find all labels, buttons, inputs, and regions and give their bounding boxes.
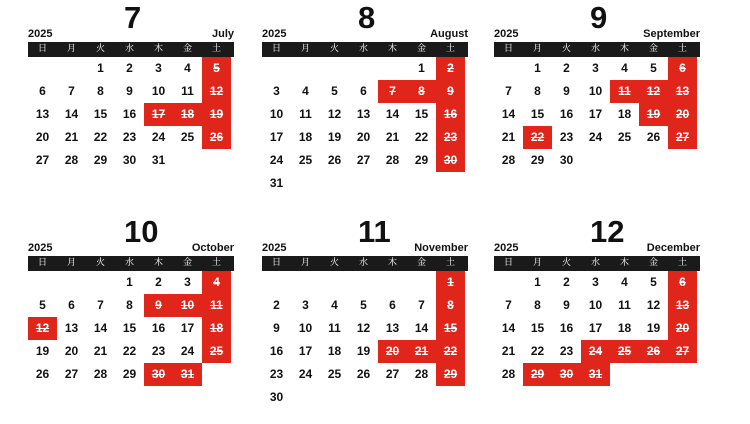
holiday-day-cell: 13 xyxy=(668,294,697,317)
day-cell: 11 xyxy=(328,321,341,335)
holiday-day-cell: 27 xyxy=(668,126,697,149)
weekday-header xyxy=(494,42,700,57)
day-cell: 3 xyxy=(273,84,280,98)
day-cell: 14 xyxy=(501,321,516,335)
day-cell: 2 xyxy=(126,61,133,75)
day-cell: 16 xyxy=(269,344,284,358)
empty-cell xyxy=(86,271,115,294)
day-cell: 10 xyxy=(298,321,313,335)
day-cell: 18 xyxy=(617,107,632,121)
holiday-day-cell: 9 xyxy=(144,294,173,317)
day-cell: 8 xyxy=(534,298,541,312)
month-name: July xyxy=(211,28,234,40)
holiday-day-cell: 8 xyxy=(436,294,465,317)
day-cell: 4 xyxy=(621,275,628,289)
month-header xyxy=(262,214,468,254)
day-cell: 12 xyxy=(356,321,371,335)
weekday-label: 土 xyxy=(445,258,455,268)
weekday-label: 金 xyxy=(182,44,192,54)
day-cell: 24 xyxy=(180,344,195,358)
day-cell: 26 xyxy=(646,130,661,144)
day-cell: 3 xyxy=(155,61,162,75)
empty-cell xyxy=(349,271,378,294)
holiday-day-cell: 22 xyxy=(523,126,552,149)
day-cell: 20 xyxy=(64,344,79,358)
day-cell: 30 xyxy=(559,153,574,167)
weekday-label: 火 xyxy=(561,44,571,54)
day-cell: 9 xyxy=(273,321,280,335)
day-cell: 22 xyxy=(530,344,545,358)
holiday-day-cell: 17 xyxy=(144,103,173,126)
month-number: 8 xyxy=(358,0,376,35)
day-cell: 24 xyxy=(298,367,313,381)
empty-cell xyxy=(494,57,523,80)
day-cell: 30 xyxy=(122,153,137,167)
day-cell: 17 xyxy=(298,344,313,358)
month-name: August xyxy=(430,28,468,40)
empty-cell xyxy=(320,271,349,294)
day-cell: 24 xyxy=(151,130,166,144)
day-cell: 5 xyxy=(650,61,657,75)
holiday-day-cell: 20 xyxy=(668,317,697,340)
weekday-label: 金 xyxy=(416,44,426,54)
empty-cell xyxy=(349,57,378,80)
empty-cell xyxy=(262,271,291,294)
day-cell: 17 xyxy=(588,321,603,335)
weekday-label: 火 xyxy=(329,44,339,54)
day-cell: 14 xyxy=(93,321,108,335)
day-cell: 4 xyxy=(184,61,191,75)
empty-cell xyxy=(378,57,407,80)
holiday-day-cell: 24 xyxy=(581,340,610,363)
holiday-day-cell: 15 xyxy=(436,317,465,340)
day-grid xyxy=(28,271,234,386)
weekday-label: 木 xyxy=(619,258,629,268)
day-cell: 16 xyxy=(151,321,166,335)
day-cell: 13 xyxy=(356,107,371,121)
holiday-day-cell: 13 xyxy=(668,80,697,103)
holiday-day-cell: 30 xyxy=(552,363,581,386)
day-cell: 4 xyxy=(621,61,628,75)
day-cell: 18 xyxy=(617,321,632,335)
weekday-label: 土 xyxy=(677,44,687,54)
month-header xyxy=(494,0,700,40)
weekday-label: 火 xyxy=(329,258,339,268)
day-cell: 12 xyxy=(646,298,661,312)
day-cell: 30 xyxy=(269,390,284,404)
day-cell: 1 xyxy=(97,61,104,75)
day-cell: 21 xyxy=(385,130,400,144)
holiday-day-cell: 31 xyxy=(173,363,202,386)
day-cell: 3 xyxy=(592,61,599,75)
day-cell: 19 xyxy=(327,130,342,144)
day-cell: 8 xyxy=(534,84,541,98)
month-calendar-11 xyxy=(262,214,468,409)
day-cell: 3 xyxy=(302,298,309,312)
day-cell: 1 xyxy=(418,61,425,75)
day-cell: 15 xyxy=(122,321,137,335)
year-label: 2025 xyxy=(28,242,53,254)
weekday-label: 日 xyxy=(37,258,47,268)
year-label: 2025 xyxy=(262,28,287,40)
day-cell: 23 xyxy=(559,130,574,144)
weekday-header xyxy=(494,256,700,271)
day-cell: 29 xyxy=(530,153,545,167)
holiday-day-cell: 12 xyxy=(202,80,231,103)
day-cell: 7 xyxy=(68,84,75,98)
holiday-day-cell: 4 xyxy=(202,271,231,294)
day-cell: 21 xyxy=(501,344,516,358)
holiday-day-cell: 21 xyxy=(407,340,436,363)
weekday-header xyxy=(28,256,234,271)
holiday-day-cell: 27 xyxy=(668,340,697,363)
month-calendar-7 xyxy=(28,0,234,172)
weekday-label: 木 xyxy=(619,44,629,54)
month-header xyxy=(494,214,700,254)
day-cell: 27 xyxy=(64,367,79,381)
day-cell: 13 xyxy=(64,321,79,335)
day-cell: 13 xyxy=(385,321,400,335)
day-grid xyxy=(494,271,700,386)
empty-cell xyxy=(320,57,349,80)
day-cell: 3 xyxy=(184,275,191,289)
weekday-label: 木 xyxy=(153,258,163,268)
weekday-label: 土 xyxy=(677,258,687,268)
holiday-day-cell: 2 xyxy=(436,57,465,80)
day-cell: 21 xyxy=(93,344,108,358)
day-cell: 5 xyxy=(360,298,367,312)
holiday-day-cell: 30 xyxy=(144,363,173,386)
holiday-day-cell: 9 xyxy=(436,80,465,103)
holiday-day-cell: 19 xyxy=(639,103,668,126)
weekday-label: 土 xyxy=(211,258,221,268)
month-header xyxy=(28,0,234,40)
holiday-day-cell: 11 xyxy=(610,80,639,103)
day-cell: 16 xyxy=(559,321,574,335)
day-grid xyxy=(28,57,234,172)
day-cell: 14 xyxy=(64,107,79,121)
holiday-day-cell: 29 xyxy=(523,363,552,386)
month-name: December xyxy=(646,242,700,254)
month-name: October xyxy=(191,242,234,254)
day-cell: 18 xyxy=(298,130,313,144)
month-number: 12 xyxy=(590,214,625,249)
day-cell: 28 xyxy=(64,153,79,167)
day-cell: 24 xyxy=(269,153,284,167)
day-cell: 7 xyxy=(505,298,512,312)
day-cell: 9 xyxy=(563,298,570,312)
day-cell: 28 xyxy=(414,367,429,381)
day-cell: 9 xyxy=(126,84,133,98)
day-cell: 28 xyxy=(93,367,108,381)
day-cell: 23 xyxy=(122,130,137,144)
day-cell: 28 xyxy=(501,367,516,381)
weekday-label: 火 xyxy=(95,258,105,268)
day-grid xyxy=(262,271,468,409)
empty-cell xyxy=(28,271,57,294)
day-cell: 28 xyxy=(385,153,400,167)
day-cell: 12 xyxy=(327,107,342,121)
day-cell: 26 xyxy=(356,367,371,381)
holiday-day-cell: 29 xyxy=(436,363,465,386)
day-cell: 1 xyxy=(534,61,541,75)
weekday-label: 水 xyxy=(358,44,368,54)
holiday-day-cell: 22 xyxy=(436,340,465,363)
weekday-label: 火 xyxy=(561,258,571,268)
holiday-day-cell: 26 xyxy=(202,126,231,149)
year-label: 2025 xyxy=(494,28,519,40)
weekday-label: 水 xyxy=(124,258,134,268)
day-cell: 22 xyxy=(414,130,429,144)
holiday-day-cell: 7 xyxy=(378,80,407,103)
day-cell: 11 xyxy=(181,84,194,98)
empty-cell xyxy=(494,271,523,294)
day-cell: 29 xyxy=(122,367,137,381)
weekday-label: 金 xyxy=(648,44,658,54)
weekday-label: 木 xyxy=(387,258,397,268)
weekday-label: 木 xyxy=(153,44,163,54)
weekday-label: 月 xyxy=(532,44,542,54)
day-cell: 10 xyxy=(588,84,603,98)
day-cell: 11 xyxy=(299,107,312,121)
day-cell: 6 xyxy=(39,84,46,98)
month-calendar-8 xyxy=(262,0,468,195)
month-calendar-9 xyxy=(494,0,700,172)
weekday-label: 土 xyxy=(445,44,455,54)
day-cell: 27 xyxy=(385,367,400,381)
holiday-day-cell: 18 xyxy=(173,103,202,126)
day-cell: 25 xyxy=(180,130,195,144)
weekday-label: 月 xyxy=(66,258,76,268)
day-cell: 2 xyxy=(155,275,162,289)
day-cell: 6 xyxy=(68,298,75,312)
holiday-day-cell: 10 xyxy=(173,294,202,317)
weekday-header xyxy=(28,42,234,57)
day-cell: 22 xyxy=(93,130,108,144)
day-cell: 10 xyxy=(588,298,603,312)
day-cell: 2 xyxy=(273,298,280,312)
day-cell: 2 xyxy=(563,275,570,289)
day-cell: 14 xyxy=(501,107,516,121)
holiday-day-cell: 12 xyxy=(28,317,57,340)
weekday-label: 月 xyxy=(300,258,310,268)
day-cell: 10 xyxy=(269,107,284,121)
empty-cell xyxy=(378,271,407,294)
day-cell: 10 xyxy=(151,84,166,98)
day-cell: 5 xyxy=(39,298,46,312)
day-cell: 26 xyxy=(35,367,50,381)
day-cell: 25 xyxy=(327,367,342,381)
empty-cell xyxy=(28,57,57,80)
day-cell: 11 xyxy=(618,298,631,312)
weekday-label: 日 xyxy=(271,258,281,268)
holiday-day-cell: 20 xyxy=(378,340,407,363)
day-cell: 23 xyxy=(269,367,284,381)
day-cell: 21 xyxy=(64,130,79,144)
weekday-header xyxy=(262,256,468,271)
weekday-label: 日 xyxy=(37,44,47,54)
weekday-label: 金 xyxy=(648,258,658,268)
holiday-day-cell: 31 xyxy=(581,363,610,386)
holiday-day-cell: 20 xyxy=(668,103,697,126)
day-cell: 14 xyxy=(414,321,429,335)
day-cell: 1 xyxy=(534,275,541,289)
weekday-label: 水 xyxy=(358,258,368,268)
empty-cell xyxy=(57,271,86,294)
weekday-label: 土 xyxy=(211,44,221,54)
weekday-label: 日 xyxy=(503,258,513,268)
month-header xyxy=(262,0,468,40)
holiday-day-cell: 25 xyxy=(610,340,639,363)
day-cell: 21 xyxy=(501,130,516,144)
day-cell: 23 xyxy=(559,344,574,358)
holiday-day-cell: 26 xyxy=(639,340,668,363)
day-cell: 3 xyxy=(592,275,599,289)
day-cell: 19 xyxy=(356,344,371,358)
day-cell: 25 xyxy=(298,153,313,167)
weekday-label: 月 xyxy=(66,44,76,54)
day-cell: 31 xyxy=(269,176,284,190)
day-cell: 27 xyxy=(35,153,50,167)
month-number: 10 xyxy=(124,214,159,249)
month-header xyxy=(28,214,234,254)
day-cell: 5 xyxy=(650,275,657,289)
holiday-day-cell: 6 xyxy=(668,57,697,80)
month-calendar-10 xyxy=(28,214,234,386)
day-cell: 15 xyxy=(93,107,108,121)
day-cell: 8 xyxy=(97,84,104,98)
day-cell: 19 xyxy=(646,321,661,335)
day-cell: 31 xyxy=(151,153,166,167)
day-grid xyxy=(494,57,700,172)
holiday-day-cell: 1 xyxy=(436,271,465,294)
day-cell: 19 xyxy=(35,344,50,358)
day-cell: 8 xyxy=(126,298,133,312)
year-label: 2025 xyxy=(262,242,287,254)
day-cell: 16 xyxy=(122,107,137,121)
day-cell: 2 xyxy=(563,61,570,75)
day-cell: 1 xyxy=(126,275,133,289)
holiday-day-cell: 16 xyxy=(436,103,465,126)
weekday-label: 木 xyxy=(387,44,397,54)
day-grid xyxy=(262,57,468,195)
weekday-header xyxy=(262,42,468,57)
month-number: 11 xyxy=(358,214,391,249)
day-cell: 20 xyxy=(356,130,371,144)
day-cell: 29 xyxy=(414,153,429,167)
holiday-day-cell: 8 xyxy=(407,80,436,103)
day-cell: 23 xyxy=(151,344,166,358)
day-cell: 4 xyxy=(302,84,309,98)
year-label: 2025 xyxy=(28,28,53,40)
holiday-day-cell: 19 xyxy=(202,103,231,126)
day-cell: 28 xyxy=(501,153,516,167)
empty-cell xyxy=(291,57,320,80)
day-cell: 6 xyxy=(389,298,396,312)
day-cell: 15 xyxy=(530,321,545,335)
holiday-day-cell: 23 xyxy=(436,126,465,149)
holiday-day-cell: 11 xyxy=(202,294,231,317)
day-cell: 6 xyxy=(360,84,367,98)
empty-cell xyxy=(291,271,320,294)
day-cell: 7 xyxy=(97,298,104,312)
day-cell: 15 xyxy=(414,107,429,121)
day-cell: 4 xyxy=(331,298,338,312)
holiday-day-cell: 5 xyxy=(202,57,231,80)
weekday-label: 水 xyxy=(124,44,134,54)
weekday-label: 日 xyxy=(271,44,281,54)
empty-cell xyxy=(407,271,436,294)
day-cell: 15 xyxy=(530,107,545,121)
weekday-label: 金 xyxy=(182,258,192,268)
holiday-day-cell: 18 xyxy=(202,317,231,340)
year-label: 2025 xyxy=(494,242,519,254)
day-cell: 17 xyxy=(180,321,195,335)
holiday-day-cell: 30 xyxy=(436,149,465,172)
weekday-label: 月 xyxy=(300,44,310,54)
weekday-label: 日 xyxy=(503,44,513,54)
weekday-label: 金 xyxy=(416,258,426,268)
day-cell: 16 xyxy=(559,107,574,121)
day-cell: 20 xyxy=(35,130,50,144)
weekday-label: 火 xyxy=(95,44,105,54)
month-number: 9 xyxy=(590,0,608,35)
month-name: September xyxy=(643,28,700,40)
weekday-label: 月 xyxy=(532,258,542,268)
day-cell: 27 xyxy=(356,153,371,167)
day-cell: 9 xyxy=(563,84,570,98)
day-cell: 17 xyxy=(269,130,284,144)
day-cell: 18 xyxy=(327,344,342,358)
day-cell: 29 xyxy=(93,153,108,167)
month-number: 7 xyxy=(124,0,142,35)
weekday-label: 水 xyxy=(590,258,600,268)
day-cell: 13 xyxy=(35,107,50,121)
day-cell: 14 xyxy=(385,107,400,121)
day-cell: 25 xyxy=(617,130,632,144)
month-name: November xyxy=(414,242,468,254)
day-cell: 26 xyxy=(327,153,342,167)
weekday-label: 水 xyxy=(590,44,600,54)
day-cell: 5 xyxy=(331,84,338,98)
holiday-day-cell: 12 xyxy=(639,80,668,103)
empty-cell xyxy=(262,57,291,80)
day-cell: 7 xyxy=(418,298,425,312)
day-cell: 7 xyxy=(505,84,512,98)
day-cell: 22 xyxy=(122,344,137,358)
day-cell: 17 xyxy=(588,107,603,121)
day-cell: 24 xyxy=(588,130,603,144)
holiday-day-cell: 25 xyxy=(202,340,231,363)
month-calendar-12 xyxy=(494,214,700,386)
empty-cell xyxy=(57,57,86,80)
holiday-day-cell: 6 xyxy=(668,271,697,294)
